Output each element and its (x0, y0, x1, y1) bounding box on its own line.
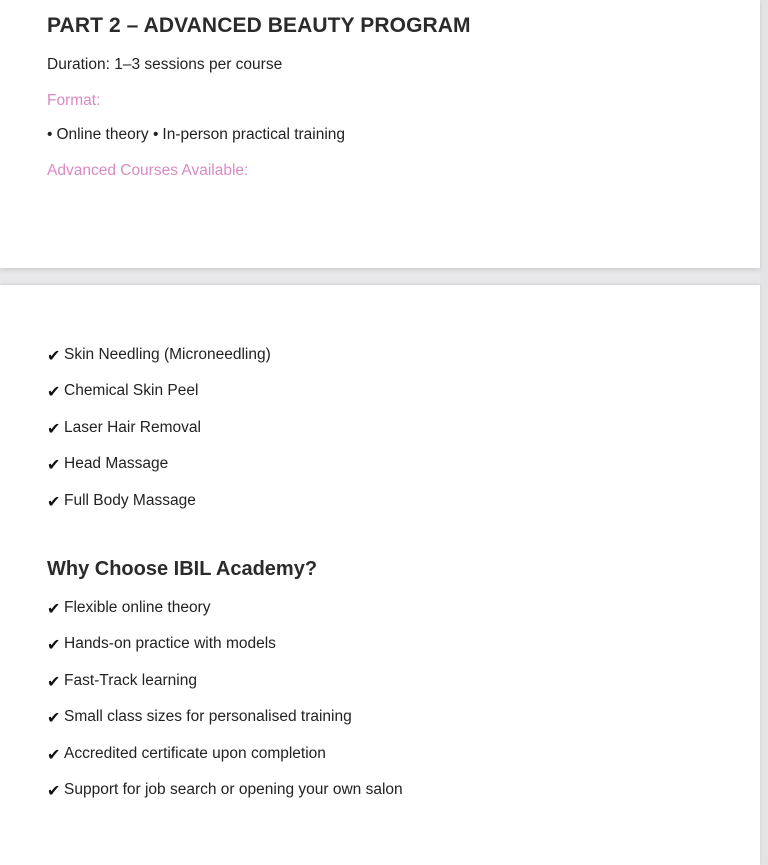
list-item (47, 635, 403, 671)
checkmark-icon: ✔ (47, 601, 61, 618)
reason-label: Accredited certificate upon completion (64, 744, 326, 762)
list-item (47, 382, 271, 418)
why-choose-heading: Why Choose IBIL Academy? (47, 558, 318, 580)
list-item (47, 781, 403, 817)
list-item (47, 455, 271, 491)
course-label: Chemical Skin Peel (64, 382, 199, 400)
reason-label: Flexible online theory (64, 599, 211, 616)
checkmark-icon: ✔ (47, 384, 61, 402)
checkmark-icon: ✔ (47, 637, 61, 655)
format-item-online: Online theory (56, 126, 149, 143)
checkmark-icon: ✔ (47, 420, 61, 438)
course-label: Head Massage (64, 455, 169, 473)
course-label: Laser Hair Removal (64, 418, 201, 436)
courses-label: Advanced Courses Available: (47, 162, 249, 179)
checkmark-icon: ✔ (47, 673, 61, 691)
document-gutter (760, 0, 768, 865)
format-label: Format: (47, 92, 101, 109)
format-item-inperson: In-person practical training (162, 126, 346, 143)
format-items (47, 126, 345, 144)
list-item (47, 745, 403, 781)
checkmark-icon: ✔ (47, 710, 61, 728)
bullet-icon: • (47, 126, 53, 143)
reason-label: Small class sizes for personalised training (64, 708, 352, 726)
list-item (47, 599, 403, 635)
reason-label: Support for job search or opening your own salon (64, 780, 403, 798)
list-item (47, 708, 403, 744)
reason-label: Hands-on practice with models (64, 635, 276, 653)
duration-text: Duration: 1–3 sessions per course (47, 56, 283, 73)
course-label: Full Body Massage (64, 491, 196, 509)
document-page-1 (0, 0, 760, 268)
courses-list (47, 346, 271, 528)
course-label: Skin Needling (Microneedling) (64, 346, 271, 363)
list-item (47, 419, 271, 455)
checkmark-icon: ✔ (47, 348, 61, 365)
checkmark-icon: ✔ (47, 746, 61, 764)
list-item (47, 492, 271, 528)
bullet-icon: • (152, 126, 159, 143)
reason-label: Fast-Track learning (64, 671, 197, 689)
list-item (47, 346, 271, 382)
checkmark-icon: ✔ (47, 782, 61, 800)
checkmark-icon: ✔ (47, 493, 61, 511)
checkmark-icon: ✔ (47, 457, 61, 475)
page-title: PART 2 – ADVANCED BEAUTY PROGRAM (47, 14, 471, 37)
reasons-list (47, 599, 403, 817)
list-item (47, 672, 403, 708)
